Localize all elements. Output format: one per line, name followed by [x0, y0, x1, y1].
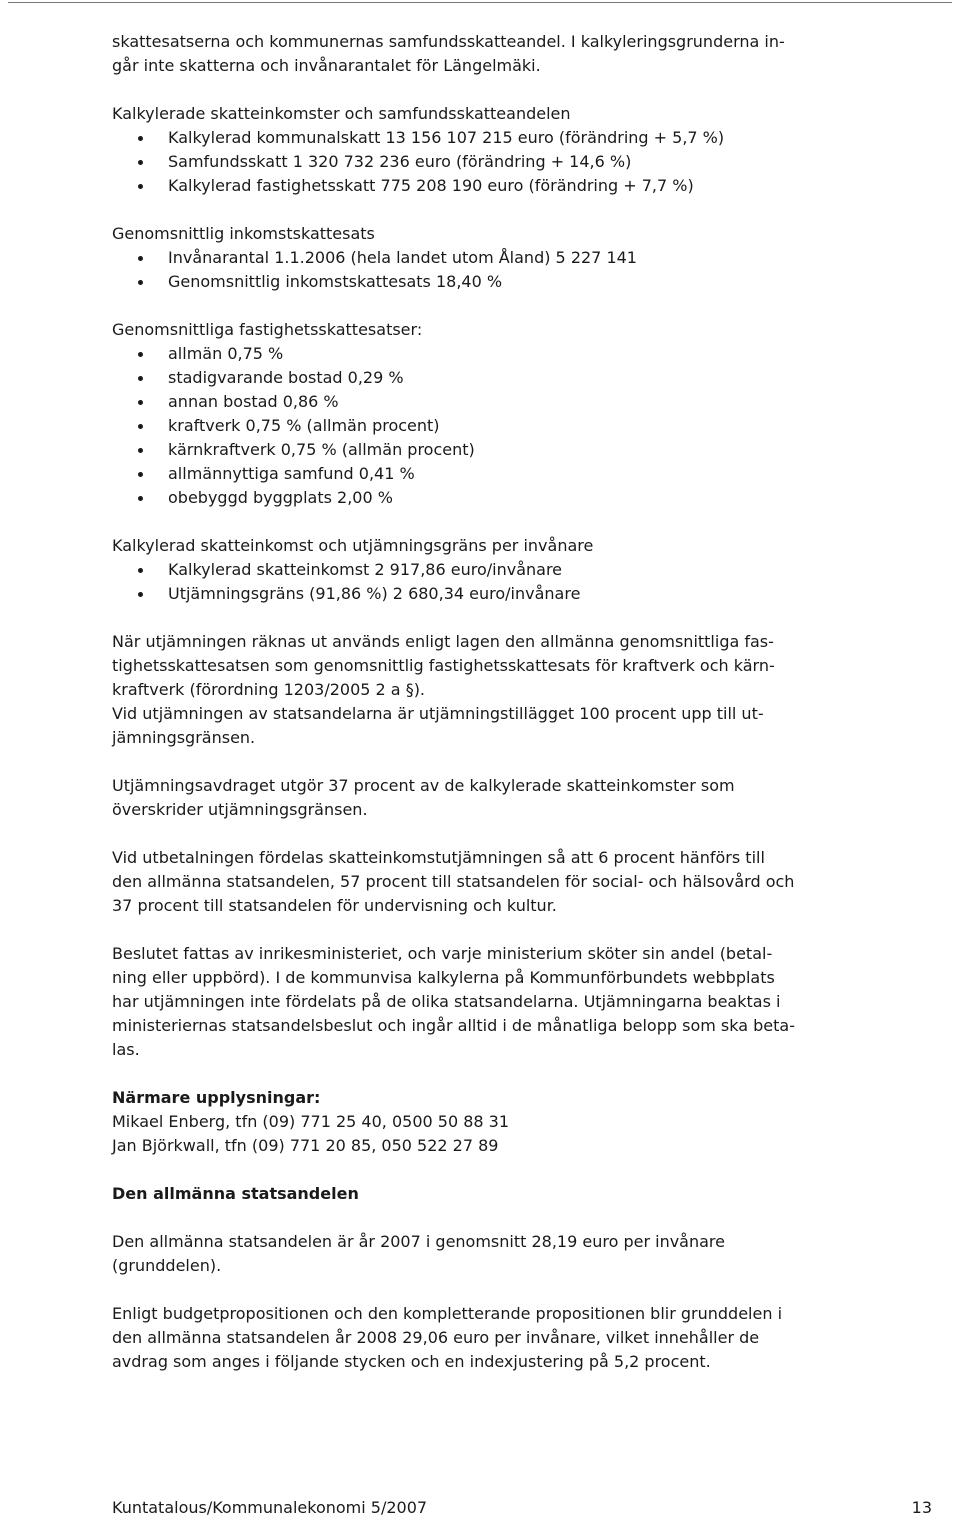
contacts-block: [112, 1110, 942, 1158]
body-paragraph: [112, 630, 942, 750]
text-line: När utjämningen räknas ut används enligt lagen den allmänna genomsnittliga fas-: [112, 632, 774, 651]
text-line: 37 procent till statsandelen för undervisning och kultur.: [112, 896, 557, 915]
list-item: annan bostad 0,86 %: [112, 390, 942, 414]
text-line: (grunddelen).: [112, 1256, 222, 1275]
text-line: Den allmänna statsandelen är år 2007 i genomsnitt 28,19 euro per invånare: [112, 1232, 725, 1251]
body-paragraph: [112, 774, 942, 822]
text-line: jämningsgränsen.: [112, 728, 256, 747]
list-item: stadigvarande bostad 0,29 %: [112, 366, 942, 390]
text-line: har utjämningen inte fördelats på de olika statsandelarna. Utjämningarna beaktas i: [112, 992, 781, 1011]
text-line: skattesatserna och kommunernas samfundsskatteandel. I kalkyleringsgrunderna in-: [112, 32, 785, 51]
contact-line: Jan Björkwall, tfn (09) 771 20 85, 050 522 27 89: [112, 1136, 499, 1155]
list-item: allmän 0,75 %: [112, 342, 942, 366]
contact-line: Mikael Enberg, tfn (09) 771 25 40, 0500 50 88 31: [112, 1112, 510, 1131]
list-item: Genomsnittlig inkomstskattesats 18,40 %: [112, 270, 942, 294]
list-item: Kalkylerad skatteinkomst 2 917,86 euro/invånare: [112, 558, 942, 582]
text-line: ministeriernas statsandelsbeslut och ingår alltid i de månatliga belopp som ska beta-: [112, 1016, 795, 1035]
text-line: tighetsskattesatsen som genomsnittlig fastighetsskattesats för kraftverk och kärn-: [112, 656, 775, 675]
text-line: avdrag som anges i följande stycken och en indexjustering på 5,2 procent.: [112, 1352, 711, 1371]
text-line: Vid utjämningen av statsandelarna är utjämningstillägget 100 procent upp till ut-: [112, 704, 764, 723]
list-item: kraftverk 0,75 % (allmän procent): [112, 414, 942, 438]
equalization-list: [112, 558, 942, 606]
text-line: Beslutet fattas av inrikesministeriet, och varje ministerium sköter sin andel (betal-: [112, 944, 773, 963]
body-paragraph: [112, 846, 942, 918]
document-body: [112, 30, 942, 1374]
text-line: den allmänna statsandelen år 2008 29,06 euro per invånare, vilket innehåller de: [112, 1328, 760, 1347]
text-line: kraftverk (förordning 1203/2005 2 a §).: [112, 680, 426, 699]
list-item: Kalkylerad fastighetsskatt 775 208 190 euro (förändring + 7,7 %): [112, 174, 942, 198]
list-item: Kalkylerad kommunalskatt 13 156 107 215 euro (förändring + 5,7 %): [112, 126, 942, 150]
text-line: Utjämningsavdraget utgör 37 procent av de kalkylerade skatteinkomster som: [112, 776, 735, 795]
list-item: Invånarantal 1.1.2006 (hela landet utom Åland) 5 227 141: [112, 246, 942, 270]
page-footer: [112, 1496, 932, 1520]
list-item: obebyggd byggplats 2,00 %: [112, 486, 942, 510]
text-line: den allmänna statsandelen, 57 procent till statsandelen för social- och hälsovård och: [112, 872, 795, 891]
page-number: 13: [911, 1498, 932, 1517]
body-paragraph: [112, 1230, 942, 1278]
text-line: ning eller uppbörd). I de kommunvisa kalkylerna på Kommunförbundets webbplats: [112, 968, 775, 987]
property-rates-heading: Genomsnittliga fastighetsskattesatser:: [112, 320, 423, 339]
property-rates-list: [112, 342, 942, 510]
avg-rate-heading: Genomsnittlig inkomstskattesats: [112, 224, 375, 243]
general-grant-heading: Den allmänna statsandelen: [112, 1184, 359, 1203]
equalization-heading: Kalkylerad skatteinkomst och utjämningsgräns per invånare: [112, 536, 594, 555]
text-line: las.: [112, 1040, 140, 1059]
list-item: allmännyttiga samfund 0,41 %: [112, 462, 942, 486]
list-item: kärnkraftverk 0,75 % (allmän procent): [112, 438, 942, 462]
body-paragraph: [112, 1302, 942, 1374]
publication-name: Kuntatalous/Kommunalekonomi 5/2007: [112, 1498, 428, 1517]
text-line: går inte skatterna och invånarantalet för Längelmäki.: [112, 56, 541, 75]
avg-rate-list: [112, 246, 942, 294]
contacts-heading: Närmare upplysningar:: [112, 1088, 321, 1107]
tax-income-list: [112, 126, 942, 198]
text-line: Enligt budgetpropositionen och den kompletterande propositionen blir grunddelen i: [112, 1304, 783, 1323]
text-line: Vid utbetalningen fördelas skatteinkomstutjämningen så att 6 procent hänförs till: [112, 848, 765, 867]
top-rule: [8, 2, 952, 3]
text-line: överskrider utjämningsgränsen.: [112, 800, 368, 819]
body-paragraph: [112, 942, 942, 1062]
intro-paragraph: [112, 30, 942, 78]
list-item: Samfundsskatt 1 320 732 236 euro (förändring + 14,6 %): [112, 150, 942, 174]
list-item: Utjämningsgräns (91,86 %) 2 680,34 euro/invånare: [112, 582, 942, 606]
tax-income-heading: Kalkylerade skatteinkomster och samfundsskatteandelen: [112, 104, 571, 123]
